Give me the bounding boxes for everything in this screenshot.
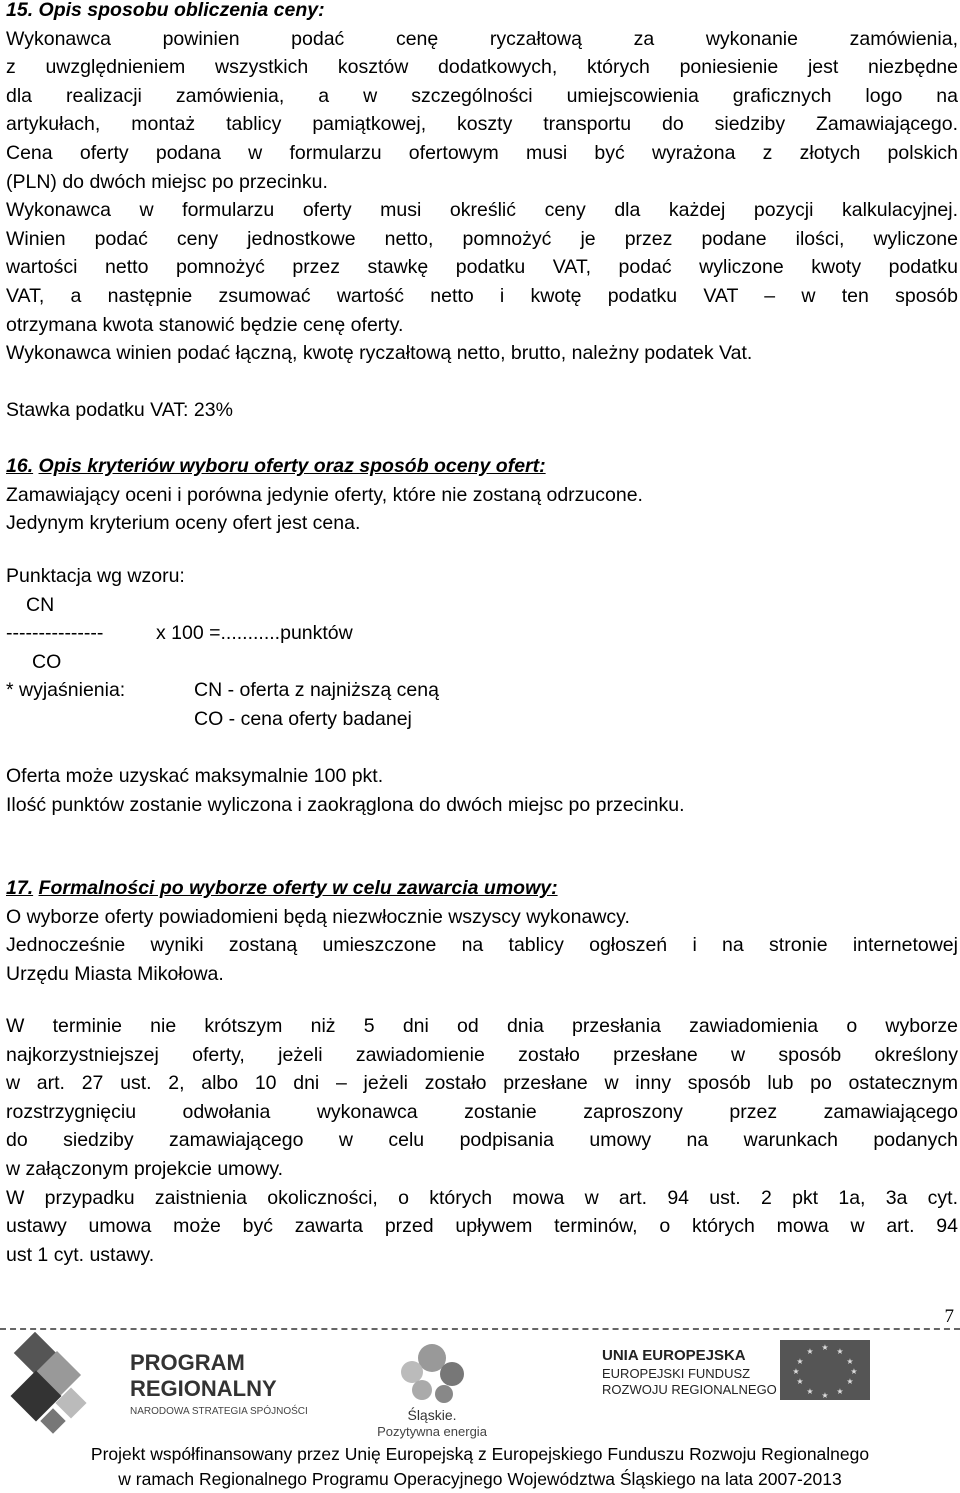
text-line: najkorzystniejszej oferty, jeżeli zawiadomienie zostało przesłane w sposób określony [6, 1043, 958, 1066]
text-line: Cena oferty podana w formularzu ofertowym musi być wyrażona z złotych polskich [6, 141, 958, 164]
logo-program-1: PROGRAM [130, 1350, 245, 1375]
svg-text:★: ★ [792, 1367, 800, 1376]
svg-text:★: ★ [846, 1357, 854, 1366]
section-17 [6, 874, 958, 988]
eu-logos-bar [0, 1332, 960, 1442]
logo-ue-3: ROZWOJU REGIONALNEGO [602, 1382, 777, 1397]
section-16-heading [6, 452, 958, 481]
text-line: w załączonym projekcie umowy. [6, 1157, 284, 1180]
text-line: Wykonawca powinien podać cenę ryczałtową za wykonanie zamówienia, [6, 27, 958, 50]
contract-term-paragraph [6, 1012, 958, 1269]
svg-text:★: ★ [846, 1377, 854, 1386]
svg-text:★: ★ [821, 1343, 829, 1352]
logo-ue-2: EUROPEJSKI FUNDUSZ [602, 1366, 751, 1381]
formula-numerator: CN [26, 593, 55, 616]
section-16 [6, 452, 958, 538]
text-line: rozstrzygnięciu odwołania wykonawca zostanie zaproszony przez zamawiającego [6, 1100, 958, 1123]
rounding-rule: Ilość punktów zostanie wyliczona i zaokrąglona do dwóch miejsc po przecinku. [6, 793, 685, 816]
eu-flag-logo [602, 1340, 870, 1400]
footer-line: Projekt współfinansowany przez Unię Europejską z Europejskiego Funduszu Rozwoju Regionalnego [90, 1444, 870, 1464]
text-line: (PLN) do dwóch miejsc po przecinku. [6, 170, 328, 193]
footer-line: w ramach Regionalnego Programu Operacyjnego Województwa Śląskiego na lata 2007-2013 [118, 1469, 842, 1489]
cofinancing-footer [0, 1442, 960, 1492]
heading-number: 17. [6, 877, 34, 899]
slaskie-logo [377, 1344, 488, 1439]
text-line: Jednocześnie wyniki zostaną umieszczone na tablicy ogłoszeń i na stronie internetowej [6, 934, 958, 957]
max-points: Oferta może uzyskać maksymalnie 100 pkt. [6, 765, 384, 788]
logo-program-2: REGIONALNY [130, 1376, 277, 1401]
text-line: do siedziby zamawiającego w celu podpisania umowy na warunkach podanych [6, 1129, 958, 1152]
text-line: VAT, a następnie zsumować wartość netto i kwotę podatku VAT – w ten sposób [6, 284, 958, 307]
logo-ue-1: UNIA EUROPEJSKA [602, 1347, 746, 1364]
section-15 [6, 0, 958, 368]
svg-text:★: ★ [836, 1387, 844, 1396]
formula-denominator: CO [32, 650, 62, 673]
text-line: wartości netto pomnożyć przez stawkę podatku VAT, podać wyliczone kwoty podatku [6, 256, 958, 279]
heading-text: Formalności po wyborze oferty w celu zawarcia umowy: [38, 877, 558, 899]
footer-divider [0, 1328, 960, 1330]
formula-multiplier: x 100 =...........punktów [156, 622, 353, 645]
logo-slaskie-1: Śląskie. [407, 1407, 457, 1423]
text-line: Winien podać ceny jednostkowe netto, pomnożyć je przez podane ilości, wyliczone [6, 227, 958, 250]
formula-explain-label: * wyjaśnienia: [6, 679, 126, 702]
logo-program-3: NARODOWA STRATEGIA SPÓJNOŚCI [130, 1406, 308, 1417]
formula-intro: Punktacja wg wzoru: [6, 565, 185, 587]
text-line: Zamawiający oceni i porówna jedynie oferty, które nie zostaną odrzucone. [6, 483, 643, 506]
text-line: Wykonawca winien podać łączną, kwotę ryczałtową netto, brutto, należny podatek Vat. [6, 342, 753, 365]
text-line: O wyborze oferty powiadomieni będą niezwłocznie wszyscy wykonawcy. [6, 905, 630, 928]
text-line: Urzędu Miasta Mikołowa. [6, 962, 224, 985]
formula-explain-cn: CN - oferta z najniższą ceną [194, 679, 439, 702]
formula-fraction-line: --------------- [6, 622, 104, 645]
text-line: w art. 27 ust. 2, albo 10 dni – jeżeli zostało przesłane w inny sposób lub po ostatecznym [6, 1072, 958, 1095]
text-line: artykułach, montaż tablicy pamiątkowej, koszty transportu do siedziby Zamawiającego. [6, 113, 958, 136]
section-15-heading: 15. Opis sposobu obliczenia ceny: [6, 0, 325, 21]
svg-text:★: ★ [796, 1357, 804, 1366]
program-regionalny-logo [11, 1332, 308, 1434]
svg-text:★: ★ [836, 1347, 844, 1356]
svg-text:★: ★ [806, 1387, 814, 1396]
text-line: z uwzględnieniem wszystkich kosztów dodatkowych, których poniesienie jest niezbędne [6, 56, 958, 79]
page-number: 7 [944, 1306, 954, 1327]
text-line: otrzymana kwota stanowić będzie cenę oferty. [6, 313, 404, 336]
svg-text:★: ★ [850, 1367, 858, 1376]
text-line: ustawy umowa może być zawarta przed upływem terminów, o których mowa w art. 94 [6, 1215, 958, 1238]
svg-text:★: ★ [821, 1391, 829, 1400]
text-line: Jedynym kryterium oceny ofert jest cena. [6, 512, 361, 535]
text-line: ust 1 cyt. ustawy. [6, 1243, 155, 1266]
section-17-heading [6, 874, 958, 903]
logo-slaskie-2: Pozytywna energia [377, 1424, 487, 1439]
formula-explain-co: CO - cena oferty badanej [194, 707, 412, 730]
logos-svg [0, 1332, 960, 1442]
heading-number: 16. [6, 455, 34, 477]
scoring-formula [6, 562, 958, 819]
svg-text:★: ★ [796, 1377, 804, 1386]
heading-text: Opis kryteriów wyboru oferty oraz sposób oceny ofert: [38, 455, 546, 477]
svg-text:★: ★ [806, 1347, 814, 1356]
text-line: dla realizacji zamówienia, a w szczególności umiejscowienia graficznych logo na [6, 84, 958, 107]
text-line: W terminie nie krótszym niż 5 dni od dnia przesłania zawiadomienia o wyborze [6, 1015, 958, 1037]
text-line: Wykonawca w formularzu oferty musi określić ceny dla każdej pozycji kalkulacyjnej. [6, 199, 958, 222]
vat-rate: Stawka podatku VAT: 23% [6, 399, 233, 421]
text-line: W przypadku zaistnienia okoliczności, o których mowa w art. 94 ust. 2 pkt 1a, 3a cyt. [6, 1186, 958, 1209]
